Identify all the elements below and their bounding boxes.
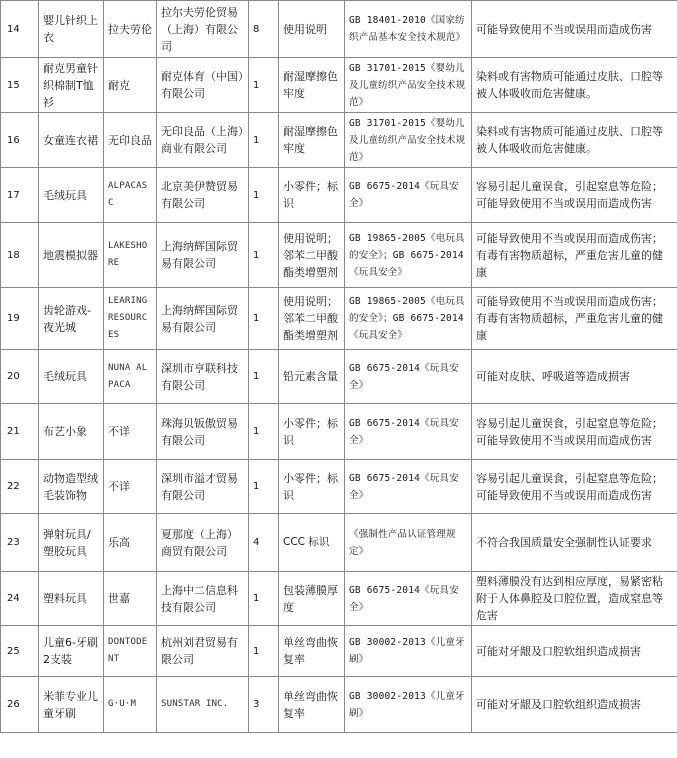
quantity-cell: 1 — [249, 350, 279, 404]
standard-cell: GB 6675-2014《玩具安全》 — [345, 572, 472, 626]
quantity-cell: 4 — [249, 514, 279, 572]
brand-cell: 耐克 — [104, 58, 157, 113]
company-cell: 北京美伊赞贸易有限公司 — [157, 168, 249, 223]
company-cell: 夏那度（上海）商贸有限公司 — [157, 514, 249, 572]
quantity-cell: 1 — [249, 58, 279, 113]
row-number-cell: 16 — [1, 113, 39, 168]
product-name-cell: 婴儿针织上衣 — [39, 1, 104, 58]
table-row — [1, 460, 677, 514]
quantity-cell: 3 — [249, 677, 279, 733]
quantity-cell: 1 — [249, 572, 279, 626]
company-cell: 杭州刘君贸易有限公司 — [157, 626, 249, 677]
hazard-cell: 容易引起儿童误食，引起窒息等危险；可能导致使用不当或误用而造成伤害 — [472, 404, 677, 460]
table-row — [1, 288, 677, 350]
hazard-cell: 染料或有害物质可能通过皮肤、口腔等被人体吸收而危害健康。 — [472, 58, 677, 113]
test-item-cell: 小零件；标识 — [279, 404, 345, 460]
test-item-cell: 小零件；标识 — [279, 168, 345, 223]
test-item-cell: 耐湿摩擦色牢度 — [279, 58, 345, 113]
hazard-cell: 塑料薄膜没有达到相应厚度，易紧密粘附于人体鼻腔及口腔位置，造成窒息等危害 — [472, 572, 677, 626]
product-name-cell: 女童连衣裙 — [39, 113, 104, 168]
quantity-cell: 1 — [249, 626, 279, 677]
row-number-cell: 18 — [1, 223, 39, 288]
table-row — [1, 113, 677, 168]
hazard-cell: 染料或有害物质可能通过皮肤、口腔等被人体吸收而危害健康。 — [472, 113, 677, 168]
product-name-cell: 布艺小象 — [39, 404, 104, 460]
row-number-cell: 20 — [1, 350, 39, 404]
standard-cell: GB 6675-2014《玩具安全》 — [345, 350, 472, 404]
table-row — [1, 1, 677, 58]
row-number-cell: 25 — [1, 626, 39, 677]
standard-cell: GB 30002-2013《儿童牙刷》 — [345, 626, 472, 677]
quantity-cell: 1 — [249, 223, 279, 288]
test-item-cell: 单丝弯曲恢复率 — [279, 626, 345, 677]
table-row — [1, 58, 677, 113]
standard-cell: GB 31701-2015《婴幼儿及儿童纺织产品安全技术规范》 — [345, 113, 472, 168]
standard-cell: GB 6675-2014《玩具安全》 — [345, 404, 472, 460]
company-cell: 珠海贝钣傲贸易有限公司 — [157, 404, 249, 460]
test-item-cell: 使用说明 — [279, 1, 345, 58]
brand-cell: 不详 — [104, 460, 157, 514]
test-item-cell: 铅元素含量 — [279, 350, 345, 404]
product-name-cell: 毛绒玩具 — [39, 350, 104, 404]
row-number-cell: 21 — [1, 404, 39, 460]
row-number-cell: 24 — [1, 572, 39, 626]
brand-cell: LEARING RESOURCES — [104, 288, 157, 350]
hazard-cell: 容易引起儿童误食，引起窒息等危险；可能导致使用不当或误用而造成伤害 — [472, 460, 677, 514]
table-row — [1, 223, 677, 288]
hazard-cell: 可能对皮肤、呼吸道等造成损害 — [472, 350, 677, 404]
row-number-cell: 23 — [1, 514, 39, 572]
product-name-cell: 齿轮游戏-夜光城 — [39, 288, 104, 350]
standard-cell: GB 6675-2014《玩具安全》 — [345, 460, 472, 514]
row-number-cell: 15 — [1, 58, 39, 113]
quantity-cell: 8 — [249, 1, 279, 58]
quantity-cell: 1 — [249, 460, 279, 514]
test-item-cell: 耐湿摩擦色牢度 — [279, 113, 345, 168]
company-cell: 深圳市亨联科技有限公司 — [157, 350, 249, 404]
row-number-cell: 17 — [1, 168, 39, 223]
brand-cell: 乐高 — [104, 514, 157, 572]
company-cell: 耐克体育（中国）有限公司 — [157, 58, 249, 113]
brand-cell: NUNA ALPACA — [104, 350, 157, 404]
brand-cell: 不详 — [104, 404, 157, 460]
product-name-cell: 耐克男童针织棉制T恤衫 — [39, 58, 104, 113]
quantity-cell: 1 — [249, 404, 279, 460]
quantity-cell: 1 — [249, 168, 279, 223]
product-name-cell: 毛绒玩具 — [39, 168, 104, 223]
hazard-cell: 可能对牙龈及口腔软组织造成损害 — [472, 677, 677, 733]
brand-cell: LAKESHORE — [104, 223, 157, 288]
standard-cell: GB 30002-2013《儿童牙刷》 — [345, 677, 472, 733]
table-row — [1, 677, 677, 733]
hazard-cell: 可能对牙龈及口腔软组织造成损害 — [472, 626, 677, 677]
test-item-cell: 使用说明；邻苯二甲酸酯类增塑剂 — [279, 288, 345, 350]
table-body — [1, 1, 677, 733]
product-name-cell: 弹射玩具/塑胶玩具 — [39, 514, 104, 572]
brand-cell: 无印良品 — [104, 113, 157, 168]
table-row — [1, 404, 677, 460]
row-number-cell: 14 — [1, 1, 39, 58]
brand-cell: 世嘉 — [104, 572, 157, 626]
product-name-cell: 儿童6-牙刷2支装 — [39, 626, 104, 677]
brand-cell: DONTODENT — [104, 626, 157, 677]
standard-cell: GB 18401-2010《国家纺织产品基本安全技术规范》 — [345, 1, 472, 58]
product-name-cell: 塑料玩具 — [39, 572, 104, 626]
hazard-cell: 可能导致使用不当或误用而造成伤害；有毒有害物质超标，严重危害儿童的健康 — [472, 288, 677, 350]
row-number-cell: 19 — [1, 288, 39, 350]
company-cell: 上海纳辉国际贸易有限公司 — [157, 223, 249, 288]
brand-cell: G·U·M — [104, 677, 157, 733]
standard-cell: 《强制性产品认证管理规定》 — [345, 514, 472, 572]
company-cell: 上海中二信息科技有限公司 — [157, 572, 249, 626]
table-row — [1, 350, 677, 404]
quantity-cell: 1 — [249, 113, 279, 168]
company-cell: SUNSTAR INC. — [157, 677, 249, 733]
brand-cell: ALPACASC — [104, 168, 157, 223]
product-name-cell: 动物造型绒毛装饰物 — [39, 460, 104, 514]
hazard-cell: 容易引起儿童误食，引起窒息等危险；可能导致使用不当或误用而造成伤害 — [472, 168, 677, 223]
company-cell: 拉尔夫劳伦贸易（上海）有限公司 — [157, 1, 249, 58]
standard-cell: GB 19865-2005《电玩具的安全》；GB 6675-2014《玩具安全》 — [345, 288, 472, 350]
company-cell: 深圳市溢才贸易有限公司 — [157, 460, 249, 514]
test-item-cell: CCC 标识 — [279, 514, 345, 572]
hazard-cell: 可能导致使用不当或误用而造成伤害 — [472, 1, 677, 58]
table-row — [1, 572, 677, 626]
product-name-cell: 地震模拟器 — [39, 223, 104, 288]
standard-cell: GB 19865-2005《电玩具的安全》；GB 6675-2014《玩具安全》 — [345, 223, 472, 288]
test-item-cell: 单丝弯曲恢复率 — [279, 677, 345, 733]
standard-cell: GB 31701-2015《婴幼儿及儿童纺织产品安全技术规范》 — [345, 58, 472, 113]
table-row — [1, 514, 677, 572]
company-cell: 上海纳辉国际贸易有限公司 — [157, 288, 249, 350]
standard-cell: GB 6675-2014《玩具安全》 — [345, 168, 472, 223]
test-item-cell: 小零件；标识 — [279, 460, 345, 514]
hazard-cell: 可能导致使用不当或误用而造成伤害；有毒有害物质超标，严重危害儿童的健康 — [472, 223, 677, 288]
row-number-cell: 26 — [1, 677, 39, 733]
table-row — [1, 168, 677, 223]
table-row — [1, 626, 677, 677]
quantity-cell: 1 — [249, 288, 279, 350]
hazard-cell: 不符合我国质量安全强制性认证要求 — [472, 514, 677, 572]
brand-cell: 拉夫劳伦 — [104, 1, 157, 58]
row-number-cell: 22 — [1, 460, 39, 514]
product-name-cell: 米菲专业儿童牙刷 — [39, 677, 104, 733]
test-item-cell: 使用说明；邻苯二甲酸酯类增塑剂 — [279, 223, 345, 288]
test-item-cell: 包装薄膜厚度 — [279, 572, 345, 626]
company-cell: 无印良品（上海）商业有限公司 — [157, 113, 249, 168]
